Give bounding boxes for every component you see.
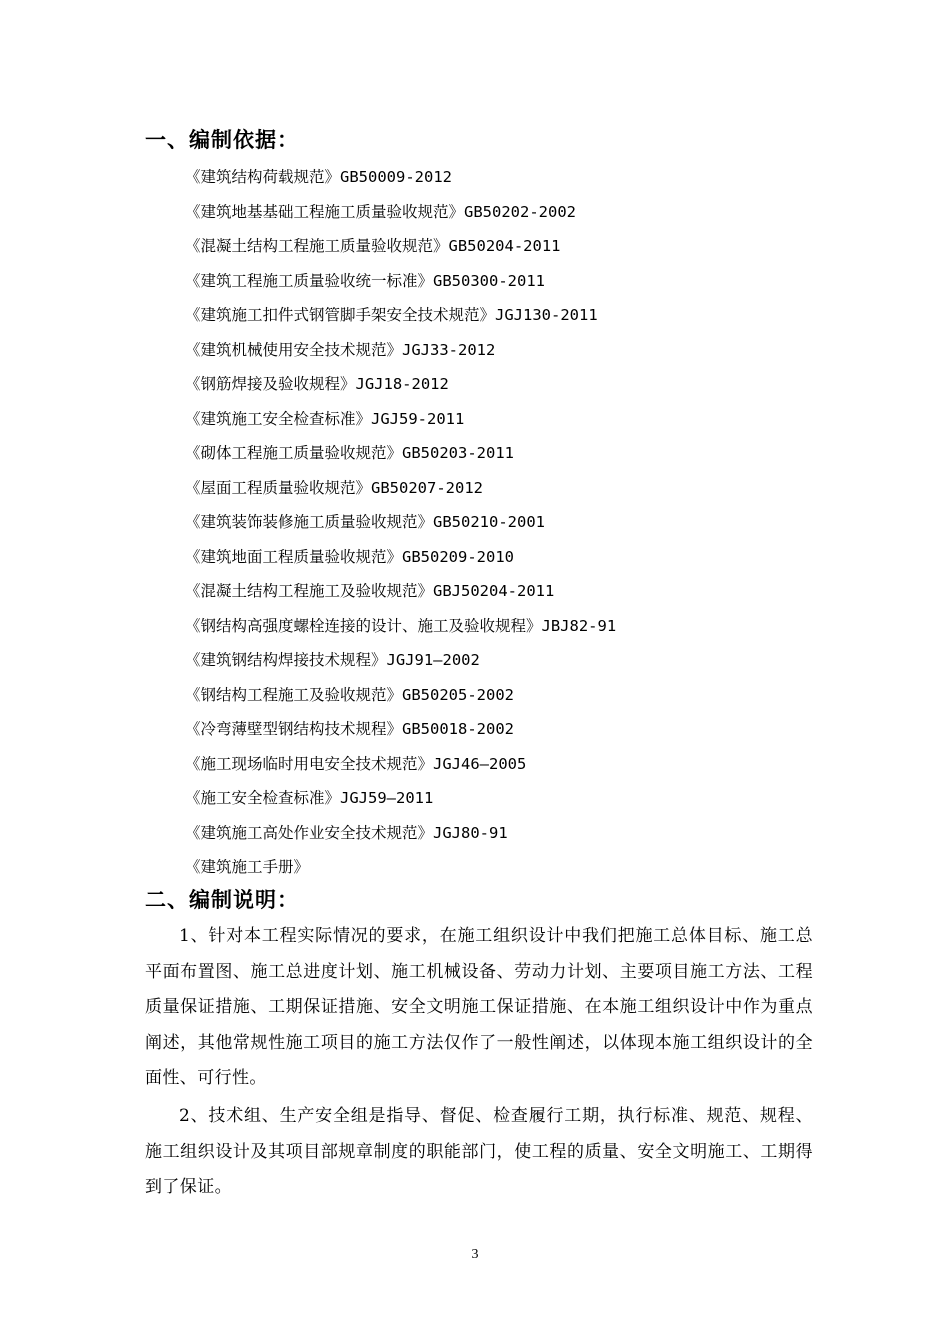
reference-item: 《建筑机械使用安全技术规范》JGJ33-2012 xyxy=(185,340,496,359)
reference-item: 《施工现场临时用电安全技术规范》JGJ46—2005 xyxy=(185,754,527,773)
reference-item: 《建筑施工高处作业安全技术规范》JGJ80-91 xyxy=(185,823,508,842)
reference-item: 《混凝土结构工程施工及验收规范》GBJ50204-2011 xyxy=(185,582,555,600)
reference-item: 《建筑装饰装修施工质量验收规范》GB50210-2001 xyxy=(185,513,545,531)
reference-item: 《建筑结构荷载规范》GB50009-2012 xyxy=(185,168,452,186)
reference-item: 《建筑工程施工质量验收统一标准》GB50300-2011 xyxy=(185,271,545,290)
reference-item: 《建筑施工安全检查标准》JGJ59-2011 xyxy=(185,409,465,428)
reference-item: 《屋面工程质量验收规范》GB50207-2012 xyxy=(185,478,483,497)
reference-list xyxy=(185,160,616,885)
reference-item: 《施工安全检查标准》JGJ59—2011 xyxy=(185,789,434,807)
reference-item: 《建筑地基基础工程施工质量验收规范》GB50202-2002 xyxy=(185,202,576,221)
reference-item: 《冷弯薄壁型钢结构技术规程》GB50018-2002 xyxy=(185,720,514,738)
reference-item: 《钢结构高强度螺栓连接的设计、施工及验收规程》JBJ82-91 xyxy=(185,616,617,635)
reference-item: 《砌体工程施工质量验收规范》GB50203-2011 xyxy=(185,444,514,462)
reference-item: 《钢结构工程施工及验收规范》GB50205-2002 xyxy=(185,685,514,704)
reference-item: 《钢筋焊接及验收规程》JGJ18-2012 xyxy=(185,375,449,393)
reference-item: 《建筑钢结构焊接技术规程》JGJ91—2002 xyxy=(185,651,480,669)
notes-paragraph-2: 2、技术组、生产安全组是指导、督促、检查履行工期，执行标准、规范、规程、施工组织设计及其项目部规章制度的职能部门，使工程的质量、安全文明施工、工期得到了保证。 xyxy=(145,1106,813,1197)
reference-item: 《建筑施工扣件式钢管脚手架安全技术规范》JGJ130-2011 xyxy=(185,306,598,324)
reference-item: 《混凝土结构工程施工质量验收规范》GB50204-2011 xyxy=(185,237,561,255)
page-number: 3 xyxy=(471,1247,479,1262)
notes-paragraph-1: 1、针对本工程实际情况的要求，在施工组织设计中我们把施工总体目标、施工总平面布置图、施工总进度计划、施工机械设备、劳动力计划、主要项目施工方法、工程质量保证措施、工期保证措施、安全文明施工保证措施、在本施工组织设计中作为重点阐述，其他常规性施工项目的施工方法仅作了一般性阐述，以体现本施工组织设计的全面性、可行性。 xyxy=(145,926,813,1088)
reference-item: 《建筑地面工程质量验收规范》GB50209-2010 xyxy=(185,547,514,566)
reference-item: 《建筑施工手册》 xyxy=(185,858,310,876)
section-heading-notes: 二、编制说明： xyxy=(145,888,299,912)
section-heading-basis: 一、编制依据： xyxy=(145,128,299,152)
